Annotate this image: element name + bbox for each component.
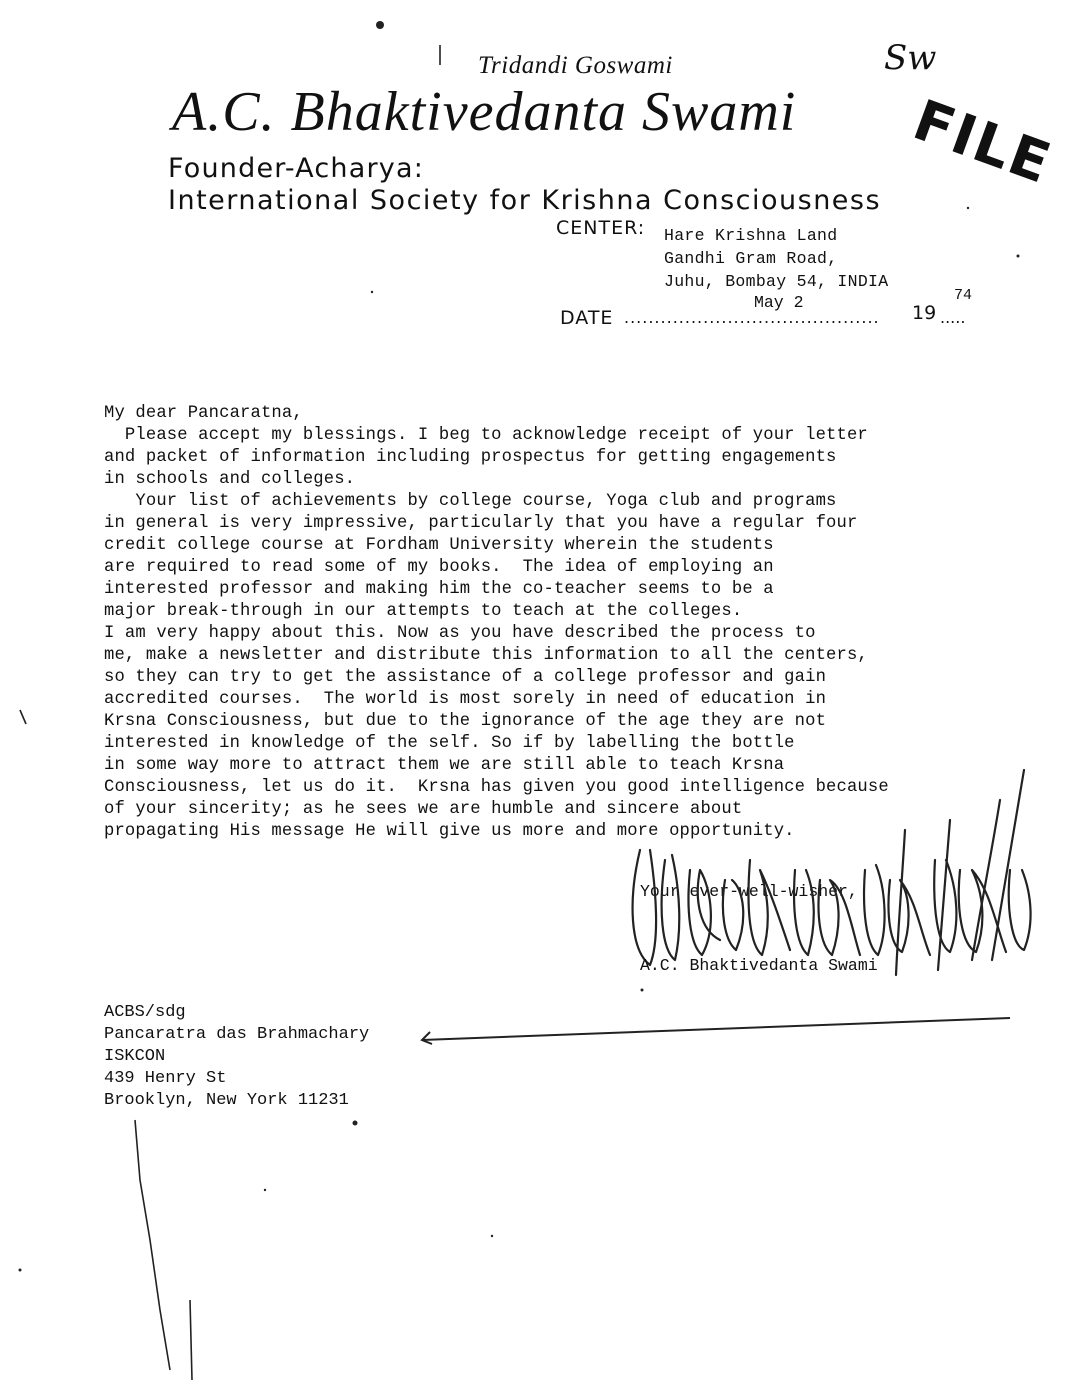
body-line: in some way more to attract them we are still able to teach Krsna — [104, 756, 785, 775]
recipient-organization: ISKCON — [104, 1047, 166, 1066]
file-stamp: FILE — [905, 87, 1060, 198]
recipient-name: Pancaratra das Brahmachary — [104, 1025, 370, 1044]
letterhead-name: A.C. Bhaktivedanta Swami — [172, 81, 797, 143]
center-label: CENTER: — [556, 217, 646, 239]
date-value: May 2 — [754, 293, 804, 312]
date-year-value: 74 — [954, 287, 973, 304]
center-address-line: Juhu, Bombay 54, INDIA — [664, 272, 889, 291]
body-line: accredited courses. The world is most sorely in need of education in — [104, 690, 827, 709]
body-line: in schools and colleges. — [104, 470, 356, 489]
recipient-city: Brooklyn, New York 11231 — [104, 1091, 349, 1110]
date-label: DATE — [560, 307, 614, 329]
body-line: major break-through in our attempts to teach at the colleges. — [104, 602, 743, 621]
recipient-street: 439 Henry St — [104, 1069, 227, 1088]
body-line: in general is very impressive, particularly that you have a regular four — [104, 514, 858, 533]
date-dotted-line: .......................................... — [624, 308, 880, 327]
body-line: Krsna Consciousness, but due to the ignorance of the age they are not — [104, 712, 827, 731]
body-line: so they can try to get the assistance of a college professor and gain — [104, 668, 827, 687]
body-line: I am very happy about this. Now as you have described the process to — [104, 624, 816, 643]
body-line: of your sincerity; as he sees we are humble and sincere about — [104, 800, 743, 819]
body-line: interested professor and making him the co-teacher seems to be a — [104, 580, 774, 599]
signature-name: A.C. Bhaktivedanta Swami — [640, 956, 878, 975]
body-line: propagating His message He will give us more and more opportunity. — [104, 822, 795, 841]
body-line: are required to read some of my books. The idea of employing an — [104, 558, 774, 577]
body-line: Consciousness, let us do it. Krsna has given you good intelligence because — [104, 778, 889, 797]
date-year-prefix: 19 — [912, 302, 937, 324]
closing: Your ever-well-wisher, — [640, 882, 858, 901]
center-address-line: Gandhi Gram Road, — [664, 249, 838, 268]
date-year-dotted-line: ..... — [940, 308, 966, 327]
footer-initials: ACBS/sdg — [104, 1003, 186, 1022]
letterhead-organization: International Society for Krishna Consciousness — [168, 185, 882, 216]
letterhead-title: Tridandi Goswami — [478, 52, 673, 79]
letterhead-role: Founder-Acharya: — [168, 153, 425, 184]
body-line: credit college course at Fordham University wherein the students — [104, 536, 774, 555]
stamp-mark: Sw — [884, 38, 937, 78]
center-address-line: Hare Krishna Land — [664, 226, 838, 245]
body-line: and packet of information including prospectus for getting engagements — [104, 448, 837, 467]
body-line: Please accept my blessings. I beg to acknowledge receipt of your letter — [104, 426, 868, 445]
body-line: me, make a newsletter and distribute this information to all the centers, — [104, 646, 868, 665]
body-line: interested in knowledge of the self. So if by labelling the bottle — [104, 734, 795, 753]
body-line: Your list of achievements by college course, Yoga club and programs — [104, 492, 837, 511]
salutation: My dear Pancaratna, — [104, 404, 303, 423]
